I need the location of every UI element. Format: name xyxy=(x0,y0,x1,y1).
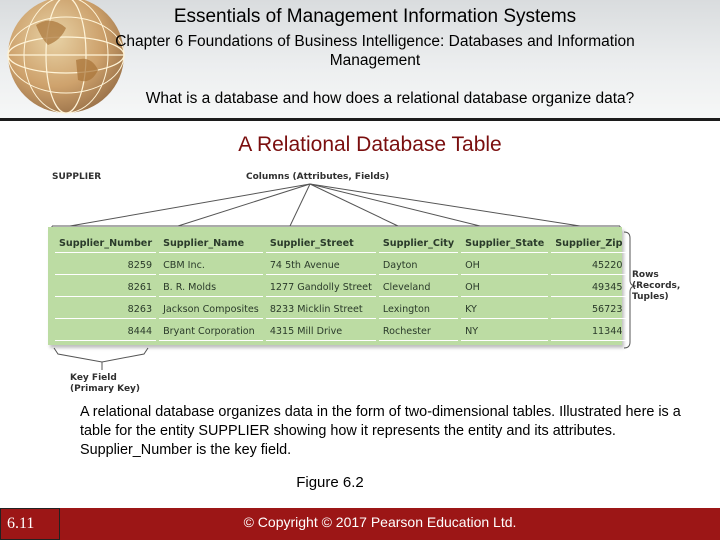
table-cell: Lexington xyxy=(379,300,458,319)
column-header: Supplier_Name xyxy=(159,234,263,253)
deck-title: Essentials of Management Information Systems xyxy=(173,6,577,27)
supplier-table-panel xyxy=(48,227,622,345)
table-cell: KY xyxy=(461,300,548,319)
table-header-row xyxy=(55,234,626,253)
table-cell: Bryant Corporation xyxy=(159,322,263,341)
column-header: Supplier_Number xyxy=(55,234,156,253)
table-cell: Rochester xyxy=(379,322,458,341)
table-cell: 8444 xyxy=(55,322,156,341)
table-cell: 8263 xyxy=(55,300,156,319)
column-header: Supplier_Street xyxy=(266,234,376,253)
table-cell: 45220 xyxy=(551,256,626,275)
table-cell: Cleveland xyxy=(379,278,458,297)
column-header: Supplier_Zip xyxy=(551,234,626,253)
slide-header xyxy=(0,0,720,118)
table-cell: 8259 xyxy=(55,256,156,275)
rows-label: Rows (Records, Tuples) xyxy=(632,270,681,302)
key-field-label: Key Field (Primary Key) xyxy=(70,373,141,394)
table-cell: 11344 xyxy=(551,322,626,341)
column-header: Supplier_City xyxy=(379,234,458,253)
columns-label: Columns (Attributes, Fields) xyxy=(246,172,390,182)
table-row xyxy=(55,256,626,275)
header-divider xyxy=(0,118,720,121)
slide-heading: A Relational Database Table xyxy=(238,133,502,156)
slide-question: What is a database and how does a relational database organize data? xyxy=(145,90,635,107)
table-cell: B. R. Molds xyxy=(159,278,263,297)
table-cell: NY xyxy=(461,322,548,341)
table-row xyxy=(55,322,626,341)
entity-label: SUPPLIER xyxy=(52,172,102,182)
table-cell: 74 5th Avenue xyxy=(266,256,376,275)
figure-caption: A relational database organizes data in the form of two-dimensional tables. Illustrated here is a table for the entity SUPPLIER showing how it represents the entity and its attributes. Supplier_Number is the key field. xyxy=(80,404,681,458)
table-cell: 4315 Mill Drive xyxy=(266,322,376,341)
table-row xyxy=(55,300,626,319)
table-cell: 56723 xyxy=(551,300,626,319)
table-cell: CBM Inc. xyxy=(159,256,263,275)
table-cell: OH xyxy=(461,278,548,297)
supplier-table xyxy=(52,231,629,344)
table-cell: 1277 Gandolly Street xyxy=(266,278,376,297)
relational-table-figure xyxy=(40,162,700,402)
column-header: Supplier_State xyxy=(461,234,548,253)
table-cell: Dayton xyxy=(379,256,458,275)
slide-number: 6.11 xyxy=(7,515,35,532)
table-row xyxy=(55,278,626,297)
slide-footer xyxy=(0,508,720,540)
figure-number: Figure 6.2 xyxy=(296,474,364,491)
table-cell: 49345 xyxy=(551,278,626,297)
table-cell: OH xyxy=(461,256,548,275)
chapter-title: Chapter 6 Foundations of Business Intelligence: Databases and Information Management xyxy=(115,33,635,69)
copyright-notice: © Copyright © 2017 Pearson Education Ltd. xyxy=(243,514,517,530)
table-cell: 8261 xyxy=(55,278,156,297)
table-cell: 8233 Micklin Street xyxy=(266,300,376,319)
slide-number-box xyxy=(0,508,60,540)
table-cell: Jackson Composites xyxy=(159,300,263,319)
